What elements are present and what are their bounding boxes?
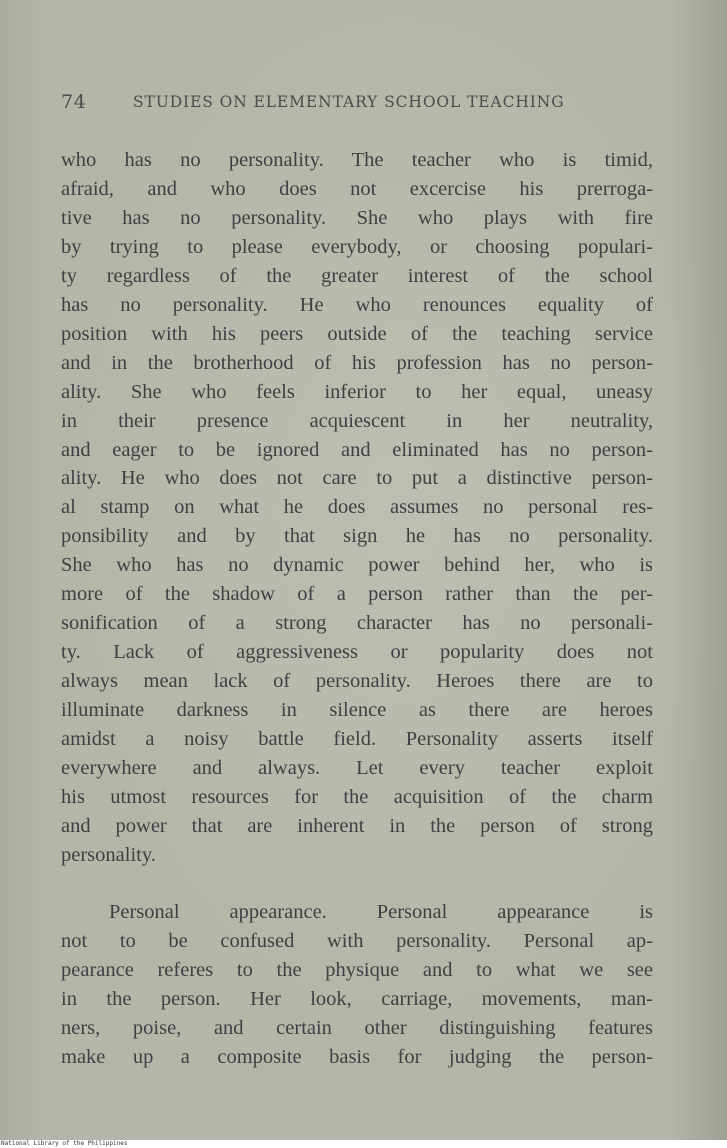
text-line: make up a composite basis for judging the person- — [61, 1045, 653, 1068]
running-head — [61, 91, 621, 115]
text-line: personality. — [61, 843, 156, 866]
text-line: who has no personality. The teacher who is timid, — [61, 149, 653, 171]
library-credit: National Library of the Philippines — [0, 1140, 727, 1148]
text-line: always mean lack of personality. Heroes there are to — [61, 670, 653, 693]
text-line: everywhere and always. Let every teacher exploit — [61, 757, 653, 780]
paragraph-personality — [61, 146, 653, 870]
text-line: and eager to be ignored and eliminated has no person- — [61, 438, 653, 461]
text-line: amidst a noisy battle field. Personality asserts itself — [61, 728, 653, 751]
text-line: tive has no personality. She who plays with fire — [61, 206, 653, 229]
text-line: has no personality. He who renounces equality of — [61, 293, 653, 316]
text-line: in the person. Her look, carriage, movements, man- — [61, 987, 653, 1010]
text-line: not to be confused with personality. Personal ap- — [61, 929, 653, 952]
text-line: ty regardless of the greater interest of the school — [61, 264, 653, 287]
text-line: and power that are inherent in the person of strong — [61, 814, 653, 837]
text-line: more of the shadow of a person rather than the per- — [61, 583, 653, 606]
text-line: position with his peers outside of the teaching service — [61, 322, 653, 345]
text-line: al stamp on what he does assumes no personal res- — [61, 496, 653, 519]
text-line: pearance referes to the physique and to what we see — [61, 958, 653, 981]
text-line: by trying to please everybody, or choosing populari- — [61, 235, 653, 258]
text-line: Personal appearance. Personal appearance is — [109, 900, 653, 923]
text-line: illuminate darkness in silence as there are heroes — [61, 699, 653, 722]
text-line: afraid, and who does not excercise his prerroga- — [61, 177, 653, 200]
text-line: in their presence acquiescent in her neutrality, — [61, 409, 653, 432]
running-head-title: STUDIES ON ELEMENTARY SCHOOL TEACHING — [133, 93, 565, 111]
text-line: ality. He who does not care to put a distinctive person- — [61, 467, 653, 490]
text-line: and in the brotherhood of his profession has no person- — [61, 351, 653, 374]
text-line: ty. Lack of aggressiveness or popularity does not — [61, 641, 653, 664]
text-line: sonification of a strong character has no personali- — [61, 612, 653, 635]
text-line: ners, poise, and certain other distinguishing features — [61, 1016, 653, 1039]
body-text — [61, 146, 653, 1072]
text-line: She who has no dynamic power behind her, who is — [61, 554, 653, 577]
paragraph-personal-appearance — [61, 898, 653, 1072]
text-line: his utmost resources for the acquisition of the charm — [61, 785, 653, 808]
text-line: ality. She who feels inferior to her equal, uneasy — [61, 380, 653, 403]
page-number: 74 — [61, 91, 87, 113]
text-line: ponsibility and by that sign he has no personality. — [61, 525, 653, 548]
